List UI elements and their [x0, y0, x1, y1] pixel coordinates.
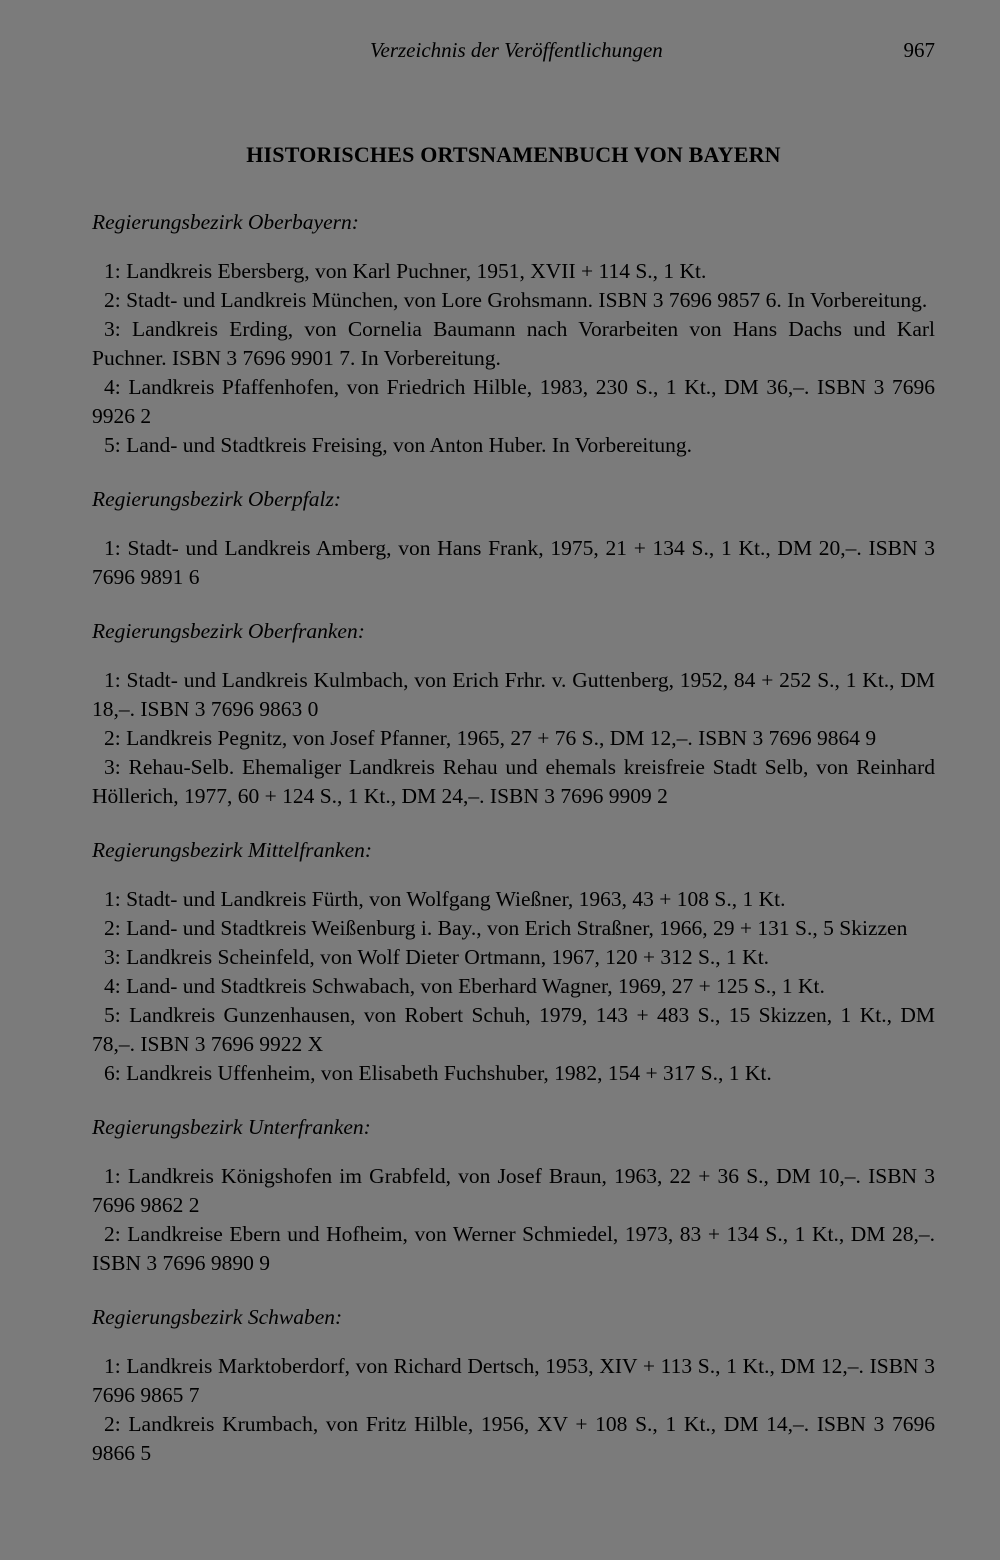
publication-entry: 1: Landkreis Königshofen im Grabfeld, von Josef Braun, 1963, 22 + 36 S., DM 10,–. ISBN 3 7696 9862 2 — [92, 1164, 935, 1217]
section-heading: Regierungsbezirk Unterfranken: — [92, 1115, 371, 1139]
section — [92, 1303, 935, 1468]
section-gap — [92, 592, 935, 617]
publication-entry: 5: Land- und Stadtkreis Freising, von Anton Huber. In Vorbereitung. — [104, 433, 693, 457]
section — [92, 208, 935, 460]
section — [92, 617, 935, 811]
section — [92, 485, 935, 592]
main-title: HISTORISCHES ORTSNAMENBUCH VON BAYERN — [246, 142, 781, 167]
section-heading: Regierungsbezirk Oberbayern: — [92, 210, 359, 234]
section-gap — [92, 811, 935, 836]
publication-entry: 2: Stadt- und Landkreis München, von Lore Grohsmann. ISBN 3 7696 9857 6. In Vorbereitung. — [104, 288, 928, 312]
section-gap — [92, 1088, 935, 1113]
section — [92, 1113, 935, 1278]
publication-entry: 1: Landkreis Marktoberdorf, von Richard Dertsch, 1953, XIV + 113 S., 1 Kt., DM 12,–. ISBN 3 7696 9865 7 — [92, 1354, 935, 1407]
running-title: Verzeichnis der Veröffentlichungen — [370, 38, 663, 62]
publication-entry: 2: Landkreise Ebern und Hofheim, von Werner Schmiedel, 1973, 83 + 134 S., 1 Kt., DM 28,–. ISBN 3 7696 9890 9 — [92, 1222, 935, 1275]
publication-entry: 1: Stadt- und Landkreis Fürth, von Wolfgang Wießner, 1963, 43 + 108 S., 1 Kt. — [104, 887, 786, 911]
section-gap — [92, 1278, 935, 1303]
publication-entry: 4: Land- und Stadtkreis Schwabach, von Eberhard Wagner, 1969, 27 + 125 S., 1 Kt. — [104, 974, 825, 998]
publication-list — [92, 208, 935, 1468]
publication-entry: 1: Stadt- und Landkreis Kulmbach, von Erich Frhr. v. Guttenberg, 1952, 84 + 252 S., 1 Kt., DM 18,–. ISBN 3 7696 9863 0 — [92, 668, 935, 721]
publication-entry: 2: Land- und Stadtkreis Weißenburg i. Bay., von Erich Straßner, 1966, 29 + 131 S., 5 Skizzen — [104, 916, 908, 940]
page-number: 967 — [903, 38, 935, 62]
publication-entry: 4: Landkreis Pfaffenhofen, von Friedrich Hilble, 1983, 230 S., 1 Kt., DM 36,–. ISBN 3 7696 9926 2 — [92, 375, 935, 428]
section-heading: Regierungsbezirk Schwaben: — [92, 1305, 343, 1329]
publication-entry: 2: Landkreis Pegnitz, von Josef Pfanner, 1965, 27 + 76 S., DM 12,–. ISBN 3 7696 9864 9 — [104, 726, 877, 750]
publication-entry: 1: Landkreis Ebersberg, von Karl Puchner, 1951, XVII + 114 S., 1 Kt. — [104, 259, 707, 283]
section-gap — [92, 460, 935, 485]
publication-entry: 3: Landkreis Scheinfeld, von Wolf Dieter Ortmann, 1967, 120 + 312 S., 1 Kt. — [104, 945, 770, 969]
publication-entry: 3: Rehau-Selb. Ehemaliger Landkreis Rehau und ehemals kreisfreie Stadt Selb, von Reinhard Höllerich, 1977, 60 + 124 S., 1 Kt., DM 24,–. ISBN 3 7696 9909 2 — [92, 755, 935, 808]
publication-entry: 1: Stadt- und Landkreis Amberg, von Hans Frank, 1975, 21 + 134 S., 1 Kt., DM 20,–. ISBN 3 7696 9891 6 — [92, 536, 935, 589]
section-heading: Regierungsbezirk Mittelfranken: — [92, 838, 373, 862]
publication-entry: 5: Landkreis Gunzenhausen, von Robert Schuh, 1979, 143 + 483 S., 15 Skizzen, 1 Kt., DM 78,–. ISBN 3 7696 9922 X — [92, 1003, 935, 1056]
publication-entry: 2: Landkreis Krumbach, von Fritz Hilble, 1956, XV + 108 S., 1 Kt., DM 14,–. ISBN 3 7696 9866 5 — [92, 1412, 935, 1465]
section-heading: Regierungsbezirk Oberpfalz: — [92, 487, 342, 511]
publication-entry: 6: Landkreis Uffenheim, von Elisabeth Fuchshuber, 1982, 154 + 317 S., 1 Kt. — [104, 1061, 772, 1085]
publication-entry: 3: Landkreis Erding, von Cornelia Baumann nach Vorarbeiten von Hans Dachs und Karl Puchner. ISBN 3 7696 9901 7. In Vorbereitung. — [92, 317, 935, 370]
section — [92, 836, 935, 1088]
section-heading: Regierungsbezirk Oberfranken: — [92, 619, 365, 643]
running-head — [92, 38, 935, 68]
